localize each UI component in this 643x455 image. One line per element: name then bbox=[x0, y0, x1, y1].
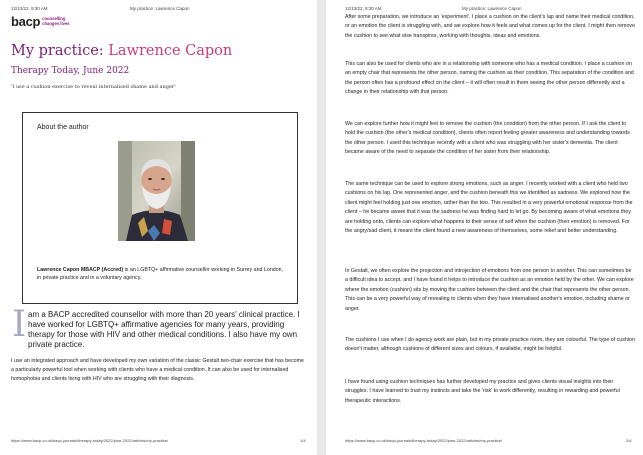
print-header-date: 12/13/22, 9:30 AM bbox=[345, 6, 382, 11]
print-header-date: 12/13/22, 9:30 AM bbox=[11, 6, 48, 11]
about-author-heading: About the author bbox=[37, 124, 89, 131]
author-bio bbox=[37, 267, 287, 283]
article-subtitle: Therapy Today, June 2022 bbox=[11, 66, 130, 76]
logo-tagline: counselling changes lives bbox=[42, 15, 70, 26]
body-paragraph: After some preparation, we introduce an 'experiment'. I place a cushion on the client's lap and name their medical condition, or an emotion the client is struggling with, and we explore how it feels and what comes up for the client. I might then remove the cushion to see what else transpires, working with thoughts, ideas and emotions. bbox=[345, 14, 636, 39]
body-paragraph: We can explore further how it might feel to remove the cushion (the condition) from the other person. If I ask the client to hold the cushion (the other's medical condition), clients often report feeling greater awareness and understanding towards the other person. I used this technique recently with a client who was struggling with her sister's dementia. The client became aware of the need to separate the condition of her sister from their relationship. bbox=[345, 121, 630, 156]
page-2 bbox=[326, 0, 643, 455]
print-footer-page: 1/4 bbox=[300, 438, 306, 443]
intro-paragraph: am a BACP accredited counsellor with more than 20 years' clinical practice. I have worked for LGBTQ+ affirmative agencies for many years, providing therapy for those with HIV and other medical conditions. I also have my own private practice. bbox=[28, 310, 300, 349]
article-standfirst: 'I use a cushion exercise to reveal internalised shame and anger' bbox=[11, 84, 176, 90]
page-1 bbox=[0, 0, 317, 455]
body-paragraph: I have found using cushion techniques has further developed my practice and gives clients visual insights into their struggles. I have learned to trust my instincts and take the 'risk' to work differently, resulting in rewarding and powerful therapeutic interactions. bbox=[345, 379, 620, 404]
print-header-title: My practice: Lawrence Capon bbox=[130, 6, 190, 11]
body-paragraph: The same technique can be used to explore strong emotions, such as anger. I recently worked with a client who held two cushions on his lap. One represented anger, and the cushion beneath this we identified as sadness. We explored how the client might feel holding just one emotion, rather than the two. This resulted in a very powerful emotional response from the client – he became aware that it was the sadness he was finding hard to let go. By becoming aware of what emotions they are holding onto, clients can explore what happens to their sense of self when the cushion (their emotion) is removed. For the angry/sad client, it meant the client found a new awareness of themselves, some relief and better understanding. bbox=[345, 181, 633, 235]
article-title bbox=[11, 43, 232, 59]
bacp-logo bbox=[11, 14, 70, 29]
print-footer-url: https://www.bacp.co.uk/bacp-journals/therapy-today/2022/june-2022/articles/my-practice/ bbox=[345, 438, 503, 443]
body-paragraph: In Gestalt, we often explore the projection and introjection of emotions from one person to another. This can sometimes be a difficult idea to accept, and I have found it helps to introduce the cushion as an emotion held by the other. We can explore where the emotion (cushion) sits by moving the cushion between the client and the chair that represents the other person. This can be a very powerful way of revealing to clients when they have internalised another's emotion, including shame or anger. bbox=[345, 268, 634, 312]
intro-dropcap: I bbox=[12, 304, 27, 345]
about-author-box bbox=[22, 112, 298, 304]
logo-wordmark: bacp bbox=[11, 14, 41, 29]
title-name: Lawrence Capon bbox=[108, 43, 233, 59]
body-paragraph: I use an integrated approach and have developed my own variation of the classic Gestalt two-chair exercise that has become a particularly powerful tool when working with clients who have a medical condition. It can also be used for internalised homophobia and clients living with HIV who are struggling with their diagnosis. bbox=[11, 358, 304, 382]
print-footer-url: https://www.bacp.co.uk/bacp-journals/therapy-today/2022/june-2022/articles/my-practice/ bbox=[11, 438, 169, 443]
print-footer-page: 2/4 bbox=[626, 438, 632, 443]
body-paragraph: This can also be used for clients who are in a relationship with someone who has a medical condition. I place a cushion on an empty chair that represents the other person, naming the cushion as their condition. This separation of the condition and the person often has a profound effect on the client – it will often result in them seeing the other person differently and a change in their relationship with that person. bbox=[345, 61, 634, 96]
author-bio-text: is an LGBTQ+ affirmative counsellor working in Surrey and London, in private practice and in a voluntary agency. bbox=[37, 267, 284, 281]
author-photo bbox=[118, 141, 195, 241]
print-header-title: My practice: Lawrence Capon bbox=[462, 6, 522, 11]
title-prefix: My practice: bbox=[11, 43, 104, 59]
author-name: Lawrence Capon MBACP (Accred) bbox=[37, 267, 124, 273]
body-paragraph: The cushions I use when I do agency work are plain, but in my private practice room, they are colourful. The type of cushion doesn't matter, although cushions of different sizes and colours, if available, might be helpful. bbox=[345, 337, 635, 353]
